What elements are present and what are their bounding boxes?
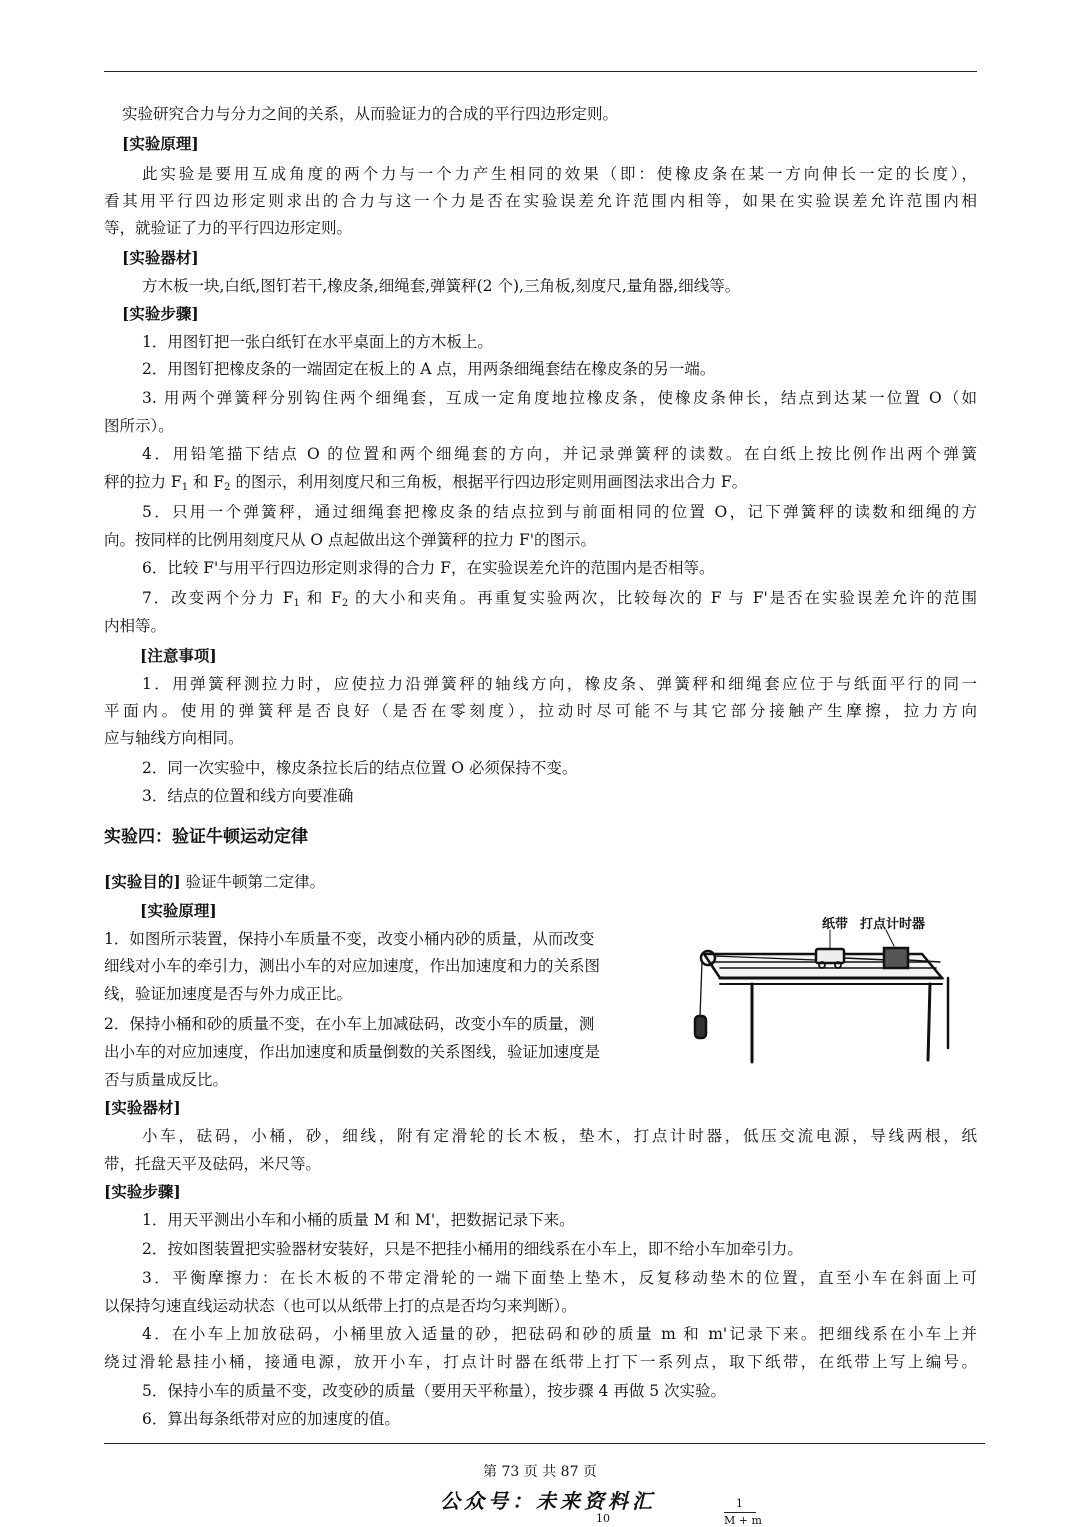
principle2-line-2: 细线对小车的牵引力，测出小车的对应加速度，作出加速度和力的关系图: [104, 957, 601, 975]
step-5b: 向。按同样的比例用刻度尺从 O 点起做出这个弹簧秤的拉力 F'的图示。: [104, 531, 597, 549]
steps-heading: [实验步骤]: [122, 304, 199, 323]
steps2-2: 2．按如图装置把实验器材安装好，只是不把挂小桶用的细线系在小车上，即不给小车加牵引力。: [142, 1240, 803, 1258]
step-7a: 7．改变两个分力 $F_1$ 和 $F_2$ 的大小和夹角。再重复实验两次，比较每次的 F 与 F'是否在实验误差允许的范围: [142, 589, 978, 609]
step-6: 6．比较 F'与用平行四边形定则求得的合力 F，在实验误差允许的范围内是否相等。: [142, 559, 715, 577]
note-2: 2．同一次实验中，橡皮条拉长后的结点位置 O 必须保持不变。: [142, 759, 578, 777]
watermark: 公众号：未来资料汇: [440, 1489, 656, 1513]
purpose-line: [实验目的] 验证牛顿第二定律。: [104, 872, 326, 891]
steps2-4a: 4．在小车上加放砝码，小桶里放入适量的砂，把砝码和砂的质量 m 和 m'记录下来。把细线系在小车上并: [142, 1325, 977, 1343]
fraction-numerator: 1: [736, 1497, 743, 1510]
step-5a: 5．只用一个弹簧秤，通过细绳套把橡皮条的结点拉到与前面相同的位置 O，记下弹簧秤的读数和细绳的方: [142, 503, 977, 521]
steps2-3a: 3．平衡摩擦力：在长木板的不带定滑轮的一端下面垫上垫木，反复移动垫木的位置，直至小车在斜面上可: [142, 1269, 977, 1287]
steps2-4b: 绕过滑轮悬挂小桶，接通电源，放开小车，打点计时器在纸带上打下一系列点，取下纸带，在纸带上写上编号。: [104, 1353, 977, 1371]
fraction-denominator: M + m: [724, 1514, 762, 1527]
note-1c: 应与轴线方向相同。: [104, 729, 244, 747]
step-2: 2．用图钉把橡皮条的一端固定在板上的 A 点，用两条细绳套结在橡皮条的另一端。: [142, 360, 716, 378]
step-1: 1．用图钉把一张白纸钉在水平桌面上的方木板上。: [142, 333, 493, 351]
step-4b: 秤的拉力 $F_1$ 和 $F_2$ 的图示，利用刻度尺和三角板，根据平行四边形定则用画图法求出合力 F。: [104, 473, 748, 493]
step-3b: 图所示）。: [104, 417, 174, 435]
steps2-5: 5．保持小车的质量不变，改变砂的质量（要用天平称量），按步骤 4 再做 5 次实验。: [142, 1382, 727, 1400]
page-number: 第 73 页 共 87 页: [483, 1464, 597, 1480]
note-1b: 平面内。使用的弹簧秤是否良好（是否在零刻度），拉动时尽可能不与其它部分接触产生摩擦，拉力方向: [104, 702, 977, 720]
section-title: 实验四：验证牛顿运动定律: [104, 827, 308, 847]
step-7b: 内相等。: [104, 617, 167, 635]
equipment2-line-2: 带，托盘天平及砝码，米尺等。: [104, 1155, 322, 1173]
principle2-line-5: 出小车的对应加速度，作出加速度和质量倒数的关系图线，验证加速度是: [104, 1043, 601, 1061]
step-3a: 3. 用两个弹簧秤分别钩住两个细绳套，互成一定角度地拉橡皮条，使橡皮条伸长，结点到达某一位置 O（如: [142, 389, 977, 407]
steps2-3b: 以保持匀速直线运动状态（也可以从纸带上打的点是否均匀来判断）。: [104, 1297, 577, 1315]
equipment2-line-1: 小车，砝码，小桶，砂，细线，附有定滑轮的长木板，垫木，打点计时器，低压交流电源，导线两根，纸: [142, 1127, 977, 1145]
principle-line-3: 等，就验证了力的平行四边形定则。: [104, 219, 353, 237]
intro-line: 实验研究合力与分力之间的关系，从而验证力的合成的平行四边形定则。: [122, 105, 619, 123]
figure-label-tape: 纸带: [822, 917, 849, 932]
figure-label-timer: 打点计时器: [860, 917, 926, 932]
equipment-heading: [实验器材]: [122, 248, 199, 267]
principle-line-2: 看其用平行四边形定则求出的合力与这一个力是否在实验误差允许范围内相等，如果在实验误差允许范围内相: [104, 192, 977, 210]
principle2-line-6: 否与质量成反比。: [104, 1071, 229, 1089]
footer-rule: [104, 1443, 985, 1444]
principle2-line-4: 2．保持小桶和砂的质量不变，在小车上加减砝码，改变小车的质量，测: [104, 1015, 595, 1033]
fraction-left: 10: [596, 1512, 610, 1525]
steps2-heading: [实验步骤]: [104, 1182, 181, 1201]
principle2-line-1: 1．如图所示装置，保持小车质量不变，改变小桶内砂的质量，从而改变: [104, 930, 595, 948]
principle2-heading: [实验原理]: [140, 901, 217, 920]
principle2-line-3: 线，验证加速度是否与外力成正比。: [104, 985, 353, 1003]
step-4a: 4．用铅笔描下结点 O 的位置和两个细绳套的方向，并记录弹簧秤的读数。在白纸上按比例作出两个弹簧: [142, 445, 977, 463]
notes-heading: [注意事项]: [140, 646, 217, 665]
note-1a: 1．用弹簧秤测拉力时，应使拉力沿弹簧秤的轴线方向，橡皮条、弹簧秤和细绳套应位于与纸面平行的同一: [142, 675, 977, 693]
note-3: 3．结点的位置和线方向要准确: [142, 787, 354, 805]
header-rule: [104, 71, 977, 72]
equipment2-heading: [实验器材]: [104, 1098, 181, 1117]
fraction-bar: [724, 1512, 756, 1513]
apparatus-figure: [690, 912, 960, 1064]
equipment-text: 方木板一块,白纸,图钉若干,橡皮条,细绳套,弹簧秤(2 个),三角板,刻度尺,量角器,细线等。: [142, 277, 741, 295]
steps2-1: 1．用天平测出小车和小桶的质量 M 和 M'，把数据记录下来。: [142, 1211, 575, 1229]
principle-line-1: 此实验是要用互成角度的两个力与一个力产生相同的效果（即：使橡皮条在某一方向伸长一定的长度），: [142, 165, 977, 183]
principle-heading: [实验原理]: [122, 134, 199, 153]
steps2-6: 6．算出每条纸带对应的加速度的值。: [142, 1410, 400, 1428]
